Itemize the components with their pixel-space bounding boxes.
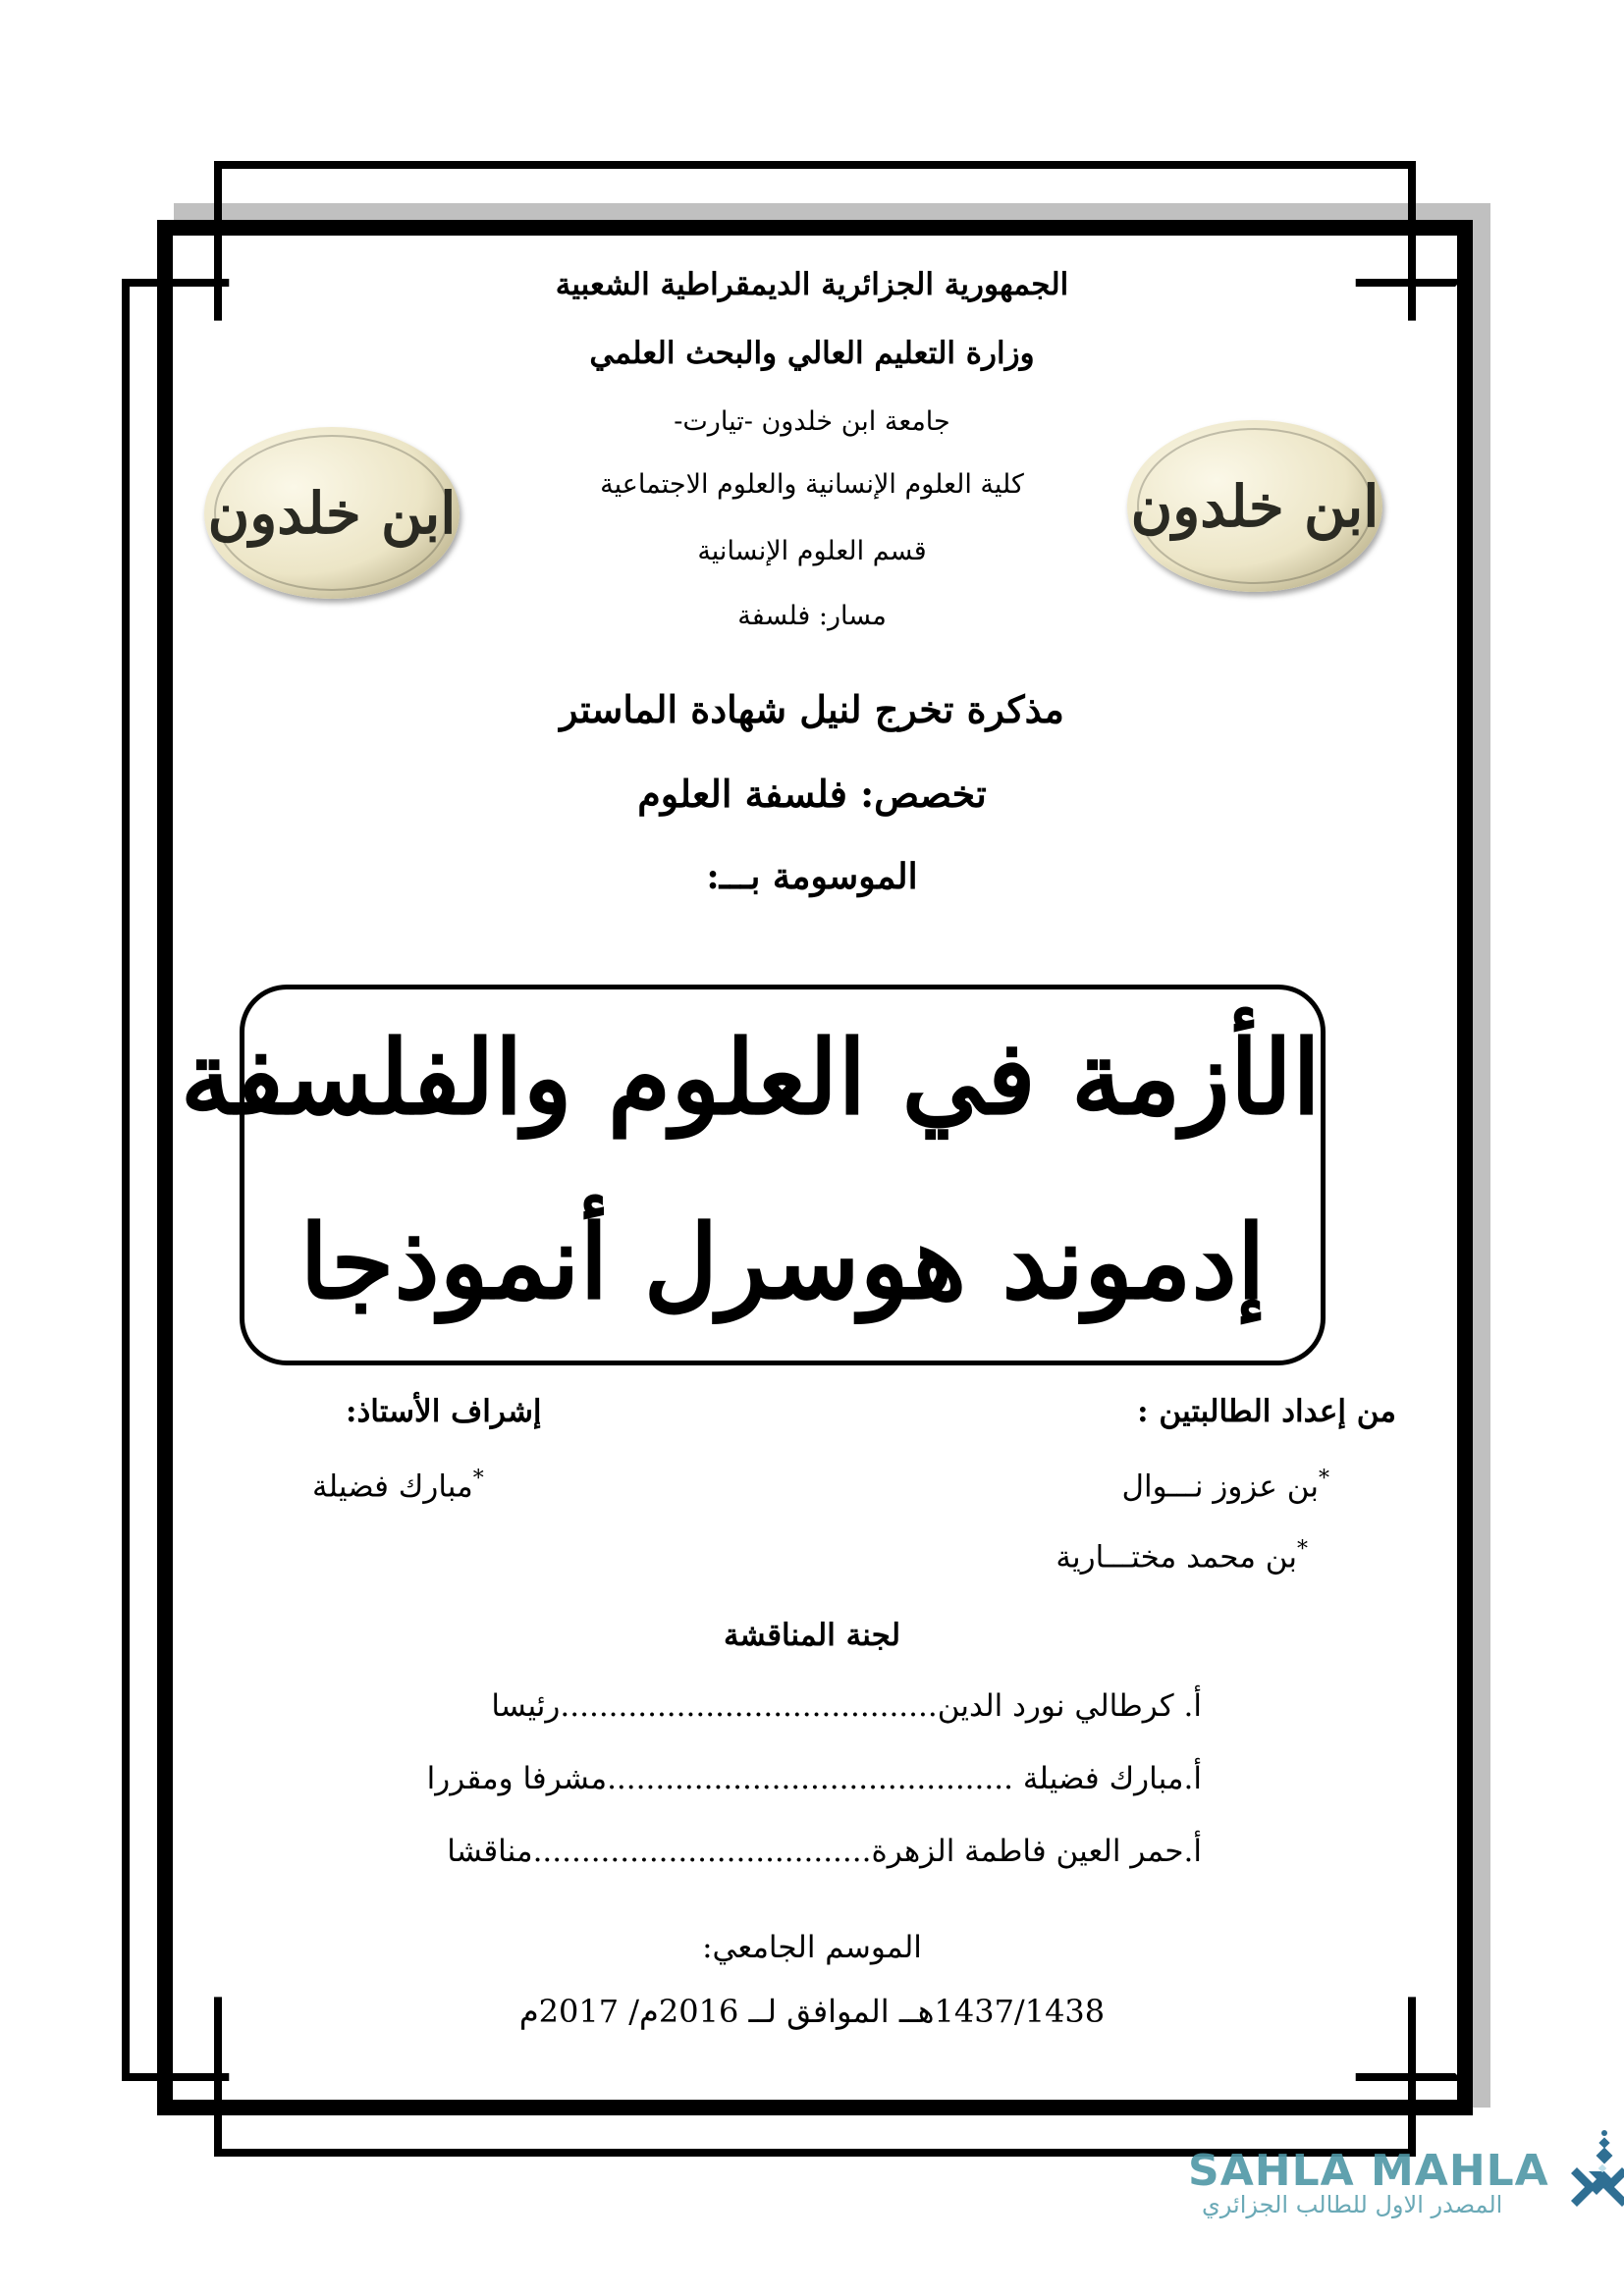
thesis-specialty: تخصص: فلسفة العلوم: [637, 772, 987, 816]
student-2: [1056, 1537, 1308, 1575]
member-name: أ.مبارك فضيلة: [1022, 1761, 1202, 1796]
member-name: أ.حمر العين فاطمة الزهرة: [871, 1834, 1202, 1869]
students-heading: من إعداد الطالبتين :: [1137, 1394, 1396, 1429]
supervisor-name: مبارك فضيلة: [312, 1468, 473, 1505]
department-name: قسم العلوم الإنسانية: [697, 536, 927, 566]
academic-year-label: الموسم الجامعي:: [702, 1930, 922, 1965]
member-dots: ...................................: [532, 1834, 872, 1869]
republic-title: الجمهورية الجزائرية الديمقراطية الشعبية: [555, 267, 1069, 302]
thesis-title-line1: الأزمة في العلوم والفلسفة: [180, 1017, 1321, 1138]
watermark-brand: SAHLA MAHLA: [1188, 2146, 1549, 2196]
sahla-mahla-watermark: [1178, 2140, 1624, 2218]
thesis-title-box: [180, 985, 1326, 1365]
university-logo-left: [204, 427, 460, 599]
member-name: أ. كرطالي نورد الدين: [937, 1688, 1202, 1724]
supervisor: [312, 1467, 484, 1504]
university-logo-icon: ابن خلدون: [207, 479, 457, 547]
member-dots: .......................................: [560, 1688, 938, 1724]
member-role: مناقشا: [447, 1834, 533, 1869]
committee-member: [447, 1834, 1202, 1869]
student-1-name: بن عزوز نـــوال: [1121, 1468, 1319, 1505]
committee-heading: لجنة المناقشة: [723, 1618, 901, 1653]
student-1: [1121, 1467, 1329, 1504]
thesis-type: مذكرة تخرج لنيل شهادة الماستر: [560, 687, 1064, 731]
member-role: مشرفا ومقررا: [426, 1761, 608, 1796]
university-logo-icon: ابن خلدون: [1130, 472, 1380, 540]
sahla-mahla-logo-icon: [1569, 2128, 1624, 2209]
asterisk-icon: *: [1319, 1467, 1329, 1491]
track-name: مسار: فلسفة: [737, 601, 887, 631]
thesis-title-line2: إدموند هوسرل أنموذجا: [299, 1201, 1266, 1322]
member-role: رئيسا: [491, 1688, 561, 1724]
committee-member: [491, 1688, 1202, 1724]
faculty-name: كلية العلوم الإنسانية والعلوم الاجتماعية: [600, 469, 1024, 500]
university-logo-right: [1127, 420, 1382, 592]
student-2-name: بن محمد مختـــارية: [1056, 1539, 1297, 1575]
watermark-tagline: المصدر الاول للطالب الجزائري: [1202, 2191, 1503, 2218]
supervisor-heading: إشراف الأستاذ:: [346, 1394, 542, 1429]
member-dots: ..........................................: [607, 1761, 1023, 1796]
committee-member: [427, 1761, 1202, 1796]
academic-year-value: 1437/1438هــ الموافق لــ 2016م/ 2017م: [518, 1993, 1106, 2030]
asterisk-icon: *: [472, 1467, 484, 1491]
ministry-title: وزارة التعليم العالي والبحث العلمي: [589, 336, 1035, 371]
asterisk-icon: *: [1297, 1537, 1308, 1562]
university-name: جامعة ابن خلدون -تيارت-: [674, 406, 950, 437]
thesis-titled-label: الموسومة بـــ:: [706, 856, 918, 897]
